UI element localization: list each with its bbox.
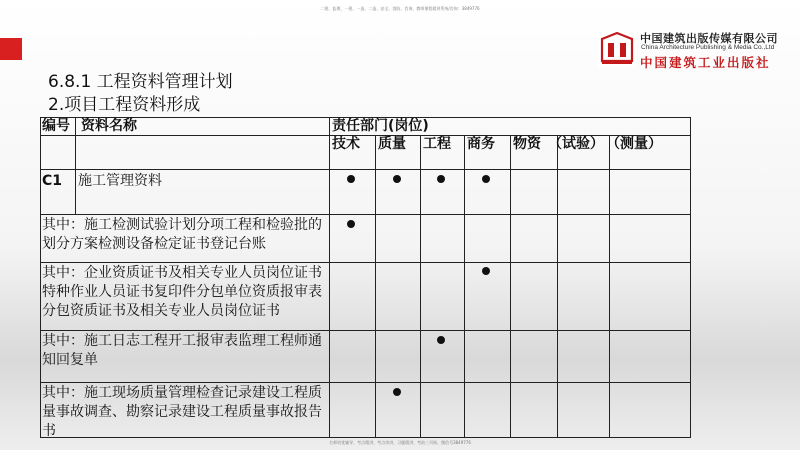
publisher-name-cn-calligraphy: 中国建筑工业出版社 — [640, 55, 771, 70]
bottom-note: 名师培优辅导、考点精讲、考点串讲、习题精讲、考前三页纸、微信号3849776 — [329, 440, 471, 445]
section-subtitle: 2.项目工程资料形成 — [48, 95, 201, 115]
responsibility-dot — [347, 175, 355, 183]
row-doc-name: 其中：施工日志工程开工报审表监理工程师通知回复单 — [42, 333, 322, 368]
header-doc-name: 资料名称 — [81, 118, 137, 134]
row-doc-name: 其中：施工检测试验计划分项工程和检验批的划分方案检测设备检定证书登记台账 — [42, 217, 322, 252]
header-dept-testing: （试验） — [548, 136, 604, 152]
publisher-name-en: China Architecture Publishing & Media Co.,Ltd — [641, 44, 775, 51]
header-number: 编号 — [42, 118, 70, 134]
responsibility-dot — [393, 175, 401, 183]
row-code: C1 — [42, 173, 63, 189]
publisher-logo — [593, 27, 793, 72]
top-note: 二建、监理、一建、一造、二造、安全、消防、咨询、教师课程精讲系统/咨询：3849776 — [320, 6, 480, 11]
header-dept-tech: 技术 — [332, 136, 360, 152]
responsibility-dot — [393, 388, 401, 396]
responsibility-dot — [482, 267, 490, 275]
row-doc-name: 施工管理资料 — [78, 173, 162, 189]
publisher-name-cn: 中国建筑出版传媒有限公司 — [640, 32, 778, 45]
responsibility-dot — [437, 336, 445, 344]
header-dept-survey: （测量） — [606, 136, 662, 152]
section-title: 6.8.1 工程资料管理计划 — [48, 72, 233, 92]
publisher-emblem-icon — [598, 31, 636, 67]
header-responsible-dept: 责任部门(岗位) — [332, 118, 429, 134]
row-doc-name: 其中：企业资质证书及相关专业人员岗位证书特种作业人员证书复印件分包单位资质报审表分包资质证书及相关专业人员岗位证书 — [42, 265, 322, 319]
header-dept-quality: 质量 — [378, 136, 406, 152]
row-doc-name: 其中：施工现场质量管理检查记录建设工程质量事故调查、勘察记录建设工程质量事故报告书 — [42, 385, 322, 439]
responsibility-dot — [437, 175, 445, 183]
responsibility-dot — [347, 220, 355, 228]
responsibility-dot — [482, 175, 490, 183]
header-dept-engineering: 工程 — [423, 136, 451, 152]
header-dept-business: 商务 — [467, 136, 495, 152]
responsibility-table — [40, 117, 691, 438]
red-accent-tab — [0, 38, 22, 60]
header-dept-materials: 物资 — [513, 136, 541, 152]
